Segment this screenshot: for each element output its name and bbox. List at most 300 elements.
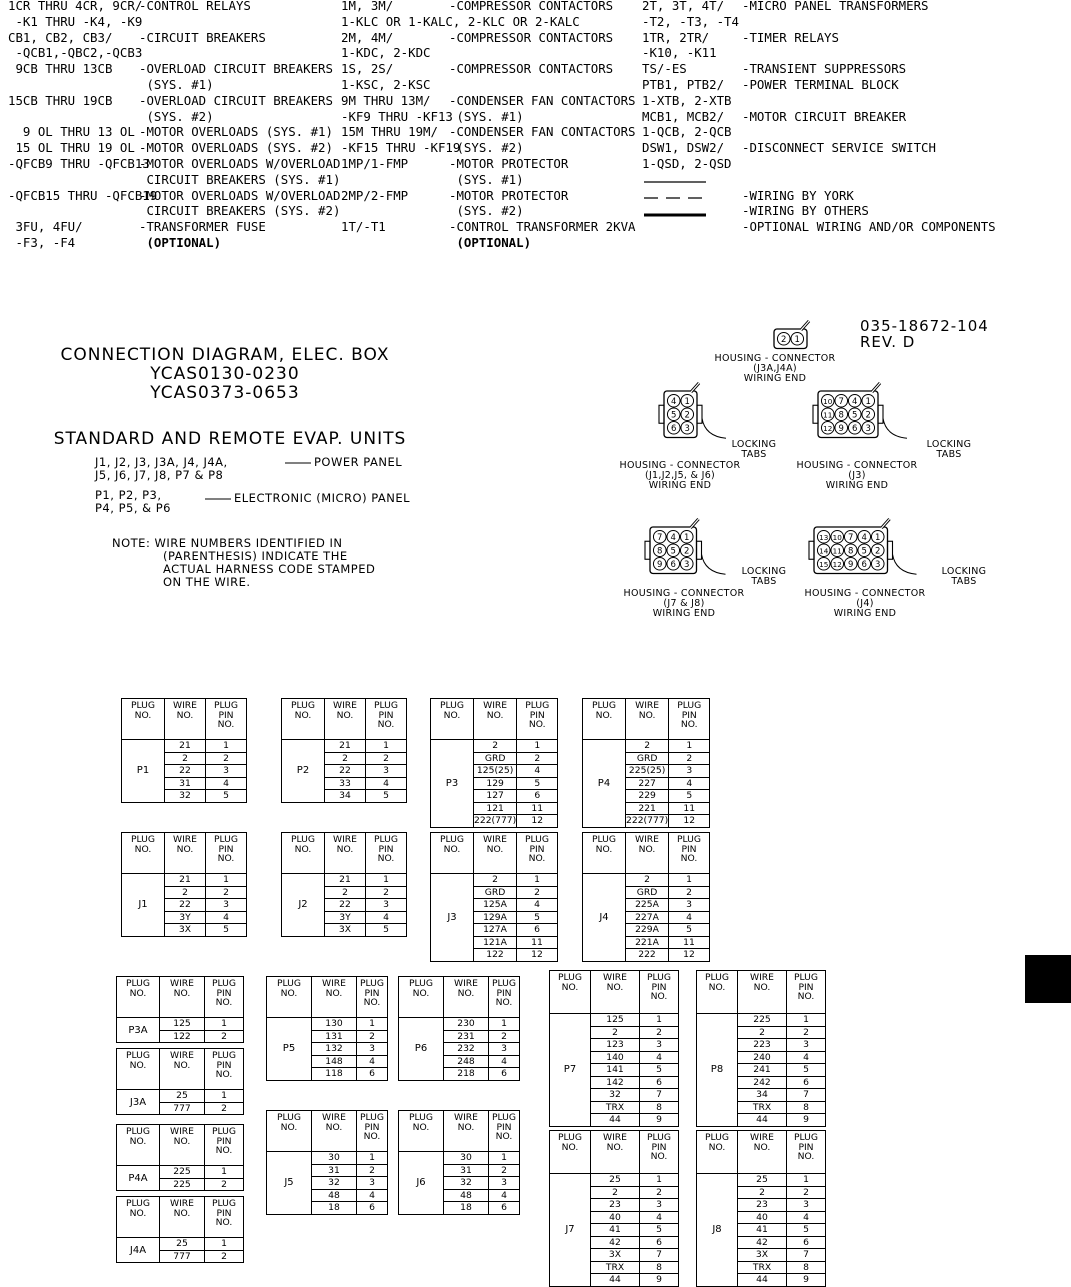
legend-designation: -F3, -F4 bbox=[8, 234, 76, 250]
wire-number: 48 bbox=[444, 1189, 489, 1202]
wire-number: 232 bbox=[444, 1043, 489, 1056]
pin-number-cell: 6 bbox=[517, 790, 558, 803]
legend-description: -OPTIONAL WIRING AND/OR COMPONENTS bbox=[742, 219, 996, 235]
pin-number-cell: 2 bbox=[489, 1164, 520, 1177]
wire-number: 225 bbox=[160, 1166, 205, 1179]
table-row bbox=[583, 740, 710, 753]
column-header-pin: PLUG PIN NO. bbox=[517, 699, 558, 740]
note-block: NOTE: WIRE NUMBERS IDENTIFIED IN (PARENTHESIS) INDICATE THE ACTUAL HARNESS CODE STAMPED ON THE WIRE. bbox=[112, 536, 376, 589]
pin-number-cell: 12 bbox=[517, 815, 558, 828]
pin-number: 5 bbox=[670, 546, 676, 557]
column-header-pin: PLUG PIN NO. bbox=[489, 977, 520, 1018]
wire-number: 41 bbox=[591, 1224, 640, 1237]
wire-number: 222 bbox=[626, 949, 669, 962]
wire-number: 44 bbox=[738, 1274, 787, 1287]
column-header-wire: WIRE NO. bbox=[626, 833, 669, 874]
legend-designation: 2MP/2-FMP bbox=[341, 187, 409, 203]
wire-number: 25 bbox=[160, 1090, 205, 1103]
pin-number: 10 bbox=[823, 396, 833, 406]
wire-number: 3X bbox=[165, 924, 206, 937]
wire-number: TRX bbox=[591, 1101, 640, 1114]
wire-number: 148 bbox=[312, 1055, 357, 1068]
wire-number: 3Y bbox=[165, 911, 206, 924]
pin-number-cell: 6 bbox=[357, 1068, 388, 1081]
wire-number: 2 bbox=[165, 752, 206, 765]
plug-table-p2 bbox=[281, 698, 407, 803]
locking-tabs-label-c15: LOCKING TABS bbox=[941, 566, 987, 587]
legend-designation: 2M, 4M/ bbox=[341, 29, 394, 45]
pin-number-cell: 6 bbox=[489, 1202, 520, 1215]
pin-number: 1 bbox=[684, 396, 690, 407]
column-header-plug: PLUG NO. bbox=[550, 971, 591, 1014]
legend-description: -CONTROL RELAYS bbox=[139, 0, 251, 13]
title-line-3: YCAS0373-0653 bbox=[150, 383, 300, 403]
page-edge-tab bbox=[1025, 955, 1071, 1003]
pin-number-cell: 11 bbox=[669, 802, 710, 815]
table-row bbox=[122, 874, 247, 887]
legend-description: -MOTOR OVERLOADS W/OVERLOAD bbox=[139, 187, 341, 203]
pin-number-cell: 7 bbox=[640, 1089, 679, 1102]
wire-number: 3Y bbox=[325, 911, 366, 924]
housing-j4 bbox=[809, 519, 917, 574]
wire-number: 141 bbox=[591, 1064, 640, 1077]
table-row bbox=[399, 1018, 520, 1031]
wire-number: 225(25) bbox=[626, 765, 669, 778]
pin-number-cell: 9 bbox=[640, 1274, 679, 1287]
wire-number: 121 bbox=[474, 802, 517, 815]
table-row bbox=[267, 1152, 388, 1165]
legend-description: -CONDENSER FAN CONTACTORS bbox=[449, 92, 636, 108]
pin-number: 4 bbox=[670, 532, 676, 543]
housing-j3a-j4a bbox=[774, 321, 809, 349]
pin-number: 1 bbox=[875, 532, 881, 543]
column-header-pin: PLUG PIN NO. bbox=[517, 833, 558, 874]
wire-number: 240 bbox=[738, 1051, 787, 1064]
legend-description: -WIRING BY YORK bbox=[742, 187, 854, 203]
pin-number-cell: 3 bbox=[366, 899, 407, 912]
housing-j7-j8 bbox=[645, 519, 726, 574]
wire-number: 221 bbox=[626, 802, 669, 815]
pin-number-cell: 11 bbox=[669, 936, 710, 949]
column-header-plug: PLUG NO. bbox=[282, 833, 325, 874]
micro-panel-label: ELECTRONIC (MICRO) PANEL bbox=[234, 491, 411, 505]
pin-number-cell: 4 bbox=[787, 1051, 826, 1064]
legend-description: -TIMER RELAYS bbox=[742, 29, 839, 45]
pin-number-cell: 2 bbox=[787, 1026, 826, 1039]
pin-number: 6 bbox=[861, 559, 867, 570]
wire-number: 140 bbox=[591, 1051, 640, 1064]
pin-number-cell: 6 bbox=[640, 1076, 679, 1089]
legend-designation: -QCB1,-QBC2,-QCB3 bbox=[8, 45, 143, 61]
pin-number: 3 bbox=[684, 423, 690, 434]
pin-number: 7 bbox=[838, 396, 844, 407]
pin-number-cell: 2 bbox=[357, 1030, 388, 1043]
wire-number: 123 bbox=[591, 1039, 640, 1052]
locking-tabs-label-c12: LOCKING TABS bbox=[926, 439, 972, 460]
legend-designation: 1TR, 2TR/ bbox=[642, 29, 710, 45]
wire-number: 223 bbox=[738, 1039, 787, 1052]
pin-number-cell: 3 bbox=[787, 1039, 826, 1052]
column-header-wire: WIRE NO. bbox=[165, 699, 206, 740]
plug-table-p3 bbox=[430, 698, 558, 828]
wire-number: 42 bbox=[591, 1236, 640, 1249]
column-header-pin: PLUG PIN NO. bbox=[357, 1111, 388, 1152]
wire-number: 21 bbox=[325, 874, 366, 887]
legend-description: (OPTIONAL) bbox=[139, 234, 222, 250]
legend-description: -MOTOR CIRCUIT BREAKER bbox=[742, 108, 907, 124]
legend-description: -MOTOR PROTECTOR bbox=[449, 155, 569, 171]
pin-number: 12 bbox=[823, 423, 833, 433]
pin-number: 4 bbox=[852, 396, 858, 407]
pin-number-cell: 2 bbox=[205, 1030, 244, 1043]
legend-description: -TRANSIENT SUPPRESSORS bbox=[742, 61, 907, 77]
wire-number: 242 bbox=[738, 1076, 787, 1089]
wire-number: 229A bbox=[626, 924, 669, 937]
legend-description: (SYS. #1) bbox=[139, 76, 214, 92]
column-header-plug: PLUG NO. bbox=[117, 1197, 160, 1238]
pin-number-cell: 4 bbox=[366, 911, 407, 924]
wire-number: 25 bbox=[738, 1174, 787, 1187]
plug-table-p7 bbox=[549, 970, 679, 1127]
legend-description: -MOTOR PROTECTOR bbox=[449, 187, 569, 203]
legend-designation: PTB1, PTB2/ bbox=[642, 76, 725, 92]
column-header-pin: PLUG PIN NO. bbox=[669, 699, 710, 740]
pin-number: 13 bbox=[819, 532, 829, 542]
pin-number-cell: 2 bbox=[205, 1250, 244, 1263]
plug-number: P4A bbox=[117, 1166, 160, 1191]
pin-number-cell: 11 bbox=[517, 936, 558, 949]
wire-number: 21 bbox=[325, 740, 366, 753]
pin-number-cell: 3 bbox=[669, 765, 710, 778]
wire-number: 229 bbox=[626, 790, 669, 803]
pin-number: 1 bbox=[865, 396, 871, 407]
pin-number-cell: 1 bbox=[517, 874, 558, 887]
table-row bbox=[583, 874, 710, 887]
wire-number: GRD bbox=[474, 752, 517, 765]
plug-number: J4 bbox=[583, 874, 626, 962]
table-row bbox=[117, 1166, 244, 1179]
legend-description: CIRCUIT BREAKERS (SYS. #2) bbox=[139, 203, 341, 219]
legend-description: (SYS. #2) bbox=[449, 140, 524, 156]
column-header-wire: WIRE NO. bbox=[738, 1131, 787, 1174]
wire-number: 225 bbox=[160, 1178, 205, 1191]
pin-number: 2 bbox=[865, 410, 871, 421]
wire-number: GRD bbox=[474, 886, 517, 899]
pin-number-cell: 3 bbox=[357, 1043, 388, 1056]
column-header-wire: WIRE NO. bbox=[312, 1111, 357, 1152]
plug-table-j8 bbox=[696, 1130, 826, 1287]
column-header-pin: PLUG PIN NO. bbox=[640, 1131, 679, 1174]
wire-number: 129 bbox=[474, 777, 517, 790]
plug-table-j3 bbox=[430, 832, 558, 962]
pin-number-cell: 2 bbox=[206, 752, 247, 765]
pin-number-cell: 1 bbox=[489, 1018, 520, 1031]
plug-table-p4 bbox=[582, 698, 710, 828]
table-row bbox=[282, 874, 407, 887]
pin-number-cell: 1 bbox=[787, 1014, 826, 1027]
pin-number: 8 bbox=[848, 546, 854, 557]
pin-number: 2 bbox=[684, 410, 690, 421]
pin-number-cell: 7 bbox=[787, 1249, 826, 1262]
plug-table-p3a bbox=[116, 976, 244, 1043]
pin-number-cell: 6 bbox=[787, 1076, 826, 1089]
wire-number: 127 bbox=[474, 790, 517, 803]
wire-number: 40 bbox=[738, 1211, 787, 1224]
wire-number: 42 bbox=[738, 1236, 787, 1249]
pin-number-cell: 5 bbox=[640, 1224, 679, 1237]
legend-description: -MOTOR OVERLOADS (SYS. #1) bbox=[139, 124, 333, 140]
pin-number-cell: 1 bbox=[205, 1166, 244, 1179]
legend-designation: 1-KSC, 2-KSC bbox=[341, 76, 431, 92]
pin-number-cell: 1 bbox=[640, 1014, 679, 1027]
document-number: 035-18672-104 REV. D bbox=[860, 317, 989, 351]
wire-number: 3X bbox=[325, 924, 366, 937]
column-header-plug: PLUG NO. bbox=[697, 971, 738, 1014]
wire-number: 2 bbox=[474, 740, 517, 753]
plug-table-j4a bbox=[116, 1196, 244, 1263]
pin-number-cell: 2 bbox=[489, 1030, 520, 1043]
pin-number-cell: 5 bbox=[517, 911, 558, 924]
column-header-plug: PLUG NO. bbox=[117, 1125, 160, 1166]
wire-number: 31 bbox=[312, 1164, 357, 1177]
wire-number: 32 bbox=[591, 1089, 640, 1102]
pin-number-cell: 4 bbox=[640, 1051, 679, 1064]
wire-number: 122 bbox=[474, 949, 517, 962]
plug-table-p5 bbox=[266, 976, 388, 1081]
plug-number: J7 bbox=[550, 1174, 591, 1287]
pin-number: 5 bbox=[671, 410, 677, 421]
pin-number-cell: 9 bbox=[787, 1274, 826, 1287]
plug-table-j3a bbox=[116, 1048, 244, 1115]
pin-number-cell: 3 bbox=[206, 765, 247, 778]
legend-description: (OPTIONAL) bbox=[449, 234, 532, 250]
plug-number: P2 bbox=[282, 740, 325, 803]
plug-table-j1 bbox=[121, 832, 247, 937]
pin-number-cell: 12 bbox=[669, 815, 710, 828]
column-header-pin: PLUG PIN NO. bbox=[205, 1197, 244, 1238]
wire-number: 32 bbox=[312, 1177, 357, 1190]
legend-designation: -QFCB15 THRU -QFCB19 bbox=[8, 187, 158, 203]
wire-number: 218 bbox=[444, 1068, 489, 1081]
legend-designation: TS/-ES bbox=[642, 61, 687, 77]
pin-number-cell: 5 bbox=[206, 924, 247, 937]
column-header-wire: WIRE NO. bbox=[325, 699, 366, 740]
pin-number: 3 bbox=[684, 559, 690, 570]
column-header-plug: PLUG NO. bbox=[399, 1111, 444, 1152]
wire-number: 121A bbox=[474, 936, 517, 949]
pin-number: 6 bbox=[671, 423, 677, 434]
legend-designation: -T2, -T3, -T4 bbox=[642, 13, 739, 29]
wire-number: 125 bbox=[160, 1018, 205, 1031]
wire-number: 41 bbox=[738, 1224, 787, 1237]
table-row bbox=[117, 1238, 244, 1251]
pin-number-cell: 8 bbox=[787, 1261, 826, 1274]
legend-designation: -K10, -K11 bbox=[642, 45, 717, 61]
wire-number: 23 bbox=[738, 1199, 787, 1212]
pin-number-cell: 8 bbox=[640, 1261, 679, 1274]
pin-number-cell: 1 bbox=[357, 1018, 388, 1031]
pin-number-cell: 12 bbox=[669, 949, 710, 962]
table-row bbox=[550, 1174, 679, 1187]
pin-number-cell: 2 bbox=[669, 886, 710, 899]
pin-number-cell: 8 bbox=[640, 1101, 679, 1114]
plug-table-j6 bbox=[398, 1110, 520, 1215]
wire-number: 32 bbox=[444, 1177, 489, 1190]
legend-description: (SYS. #2) bbox=[139, 108, 214, 124]
pin-number: 1 bbox=[794, 334, 800, 345]
legend-description: -TRANSFORMER FUSE bbox=[139, 219, 266, 235]
plug-number: J8 bbox=[697, 1174, 738, 1287]
wire-number: 125A bbox=[474, 899, 517, 912]
micro-plug-list: P1, P2, P3, P4, P5, & P6 bbox=[95, 488, 171, 515]
wire-number: 2 bbox=[626, 874, 669, 887]
wire-number: 227 bbox=[626, 777, 669, 790]
pin-number-cell: 5 bbox=[669, 790, 710, 803]
pin-number: 11 bbox=[832, 546, 842, 556]
pin-number: 10 bbox=[832, 532, 842, 542]
pin-number-cell: 11 bbox=[517, 802, 558, 815]
pin-number-cell: 3 bbox=[357, 1177, 388, 1190]
wire-number: 222(777) bbox=[474, 815, 517, 827]
legend-designation: 15CB THRU 19CB bbox=[8, 92, 113, 108]
column-header-pin: PLUG PIN NO. bbox=[205, 977, 244, 1018]
legend-description: (SYS. #1) bbox=[449, 108, 524, 124]
housing-label-j3: HOUSING - CONNECTOR (J3) WIRING END bbox=[796, 460, 918, 491]
pin-number-cell: 1 bbox=[357, 1152, 388, 1165]
wire-number: 2 bbox=[591, 1026, 640, 1039]
pin-number: 4 bbox=[861, 532, 867, 543]
pin-number-cell: 2 bbox=[205, 1178, 244, 1191]
plug-number: J3 bbox=[431, 874, 474, 962]
column-header-plug: PLUG NO. bbox=[697, 1131, 738, 1174]
column-header-wire: WIRE NO. bbox=[738, 971, 787, 1014]
revision-label: REV. D bbox=[860, 333, 916, 351]
plug-number: J4A bbox=[117, 1238, 160, 1263]
pin-number-cell: 4 bbox=[787, 1211, 826, 1224]
pin-number-cell: 2 bbox=[669, 752, 710, 765]
legend-description: -POWER TERMINAL BLOCK bbox=[742, 76, 899, 92]
pin-number: 2 bbox=[875, 546, 881, 557]
wire-number: 48 bbox=[312, 1189, 357, 1202]
plug-number: J1 bbox=[122, 874, 165, 937]
plug-table-j5 bbox=[266, 1110, 388, 1215]
legend-designation: -KF15 THRU -KF19 bbox=[341, 140, 461, 156]
legend-designation: 1S, 2S/ bbox=[341, 61, 394, 77]
wire-number: 25 bbox=[160, 1238, 205, 1251]
wire-number: 248 bbox=[444, 1055, 489, 1068]
wire-number: 230 bbox=[444, 1018, 489, 1031]
legend-designation: -QFCB9 THRU -QFCB13 bbox=[8, 155, 150, 171]
wire-number: 125 bbox=[591, 1014, 640, 1027]
pin-number-cell: 1 bbox=[205, 1090, 244, 1103]
wire-number: 241 bbox=[738, 1064, 787, 1077]
locking-tabs-label-c9: LOCKING TABS bbox=[741, 566, 787, 587]
legend-designation: 9CB THRU 13CB bbox=[8, 61, 113, 77]
pin-number-cell: 2 bbox=[206, 886, 247, 899]
pin-number-cell: 4 bbox=[669, 911, 710, 924]
table-row bbox=[431, 874, 558, 887]
pin-number: 2 bbox=[684, 546, 690, 557]
wire-number: 2 bbox=[591, 1186, 640, 1199]
pin-number-cell: 5 bbox=[206, 790, 247, 803]
legend-designation: 15M THRU 19M/ bbox=[341, 124, 438, 140]
wire-number: GRD bbox=[626, 752, 669, 765]
pin-number-cell: 1 bbox=[206, 740, 247, 753]
wire-number: 2 bbox=[626, 740, 669, 753]
pin-number-cell: 4 bbox=[517, 765, 558, 778]
pin-number-cell: 5 bbox=[669, 924, 710, 937]
pin-number: 8 bbox=[838, 410, 844, 421]
table-row bbox=[550, 1014, 679, 1027]
column-header-plug: PLUG NO. bbox=[267, 977, 312, 1018]
table-row bbox=[399, 1152, 520, 1165]
wire-number: 18 bbox=[312, 1202, 357, 1215]
pin-number-cell: 4 bbox=[357, 1055, 388, 1068]
pin-number: 6 bbox=[852, 423, 858, 434]
wire-number: 3X bbox=[738, 1249, 787, 1262]
legend-description: -COMPRESSOR CONTACTORS bbox=[449, 29, 614, 45]
wire-number: 122 bbox=[160, 1030, 205, 1043]
wire-number: 225 bbox=[738, 1014, 787, 1027]
column-header-wire: WIRE NO. bbox=[444, 1111, 489, 1152]
column-header-wire: WIRE NO. bbox=[160, 977, 205, 1018]
legend-designation: 1-XTB, 2-XTB bbox=[642, 92, 732, 108]
power-panel-label: POWER PANEL bbox=[314, 455, 403, 469]
legend-designation: -K1 THRU -K4, -K9 bbox=[8, 13, 143, 29]
wire-number: 221A bbox=[626, 936, 669, 949]
legend-description: -CONTROL TRANSFORMER 2KVA bbox=[449, 219, 636, 235]
column-header-pin: PLUG PIN NO. bbox=[787, 1131, 826, 1174]
legend-designation: 2T, 3T, 4T/ bbox=[642, 0, 725, 13]
pin-number-cell: 3 bbox=[206, 899, 247, 912]
pin-number-cell: 4 bbox=[669, 777, 710, 790]
plug-table-j4 bbox=[582, 832, 710, 962]
plug-number: P3 bbox=[431, 740, 474, 828]
column-header-wire: WIRE NO. bbox=[591, 1131, 640, 1174]
column-header-plug: PLUG NO. bbox=[431, 699, 474, 740]
legend-designation: 1-KDC, 2-KDC bbox=[341, 45, 431, 61]
table-row bbox=[282, 740, 407, 753]
wire-number: 44 bbox=[738, 1114, 787, 1127]
pin-number-cell: 5 bbox=[366, 790, 407, 803]
wire-number: TRX bbox=[738, 1101, 787, 1114]
pin-number-cell: 2 bbox=[517, 886, 558, 899]
pin-number-cell: 5 bbox=[517, 777, 558, 790]
wire-number: 30 bbox=[312, 1152, 357, 1165]
legend-description: -COMPRESSOR CONTACTORS bbox=[449, 61, 614, 77]
legend-description: -MOTOR OVERLOADS W/OVERLOAD bbox=[139, 155, 341, 171]
column-header-pin: PLUG PIN NO. bbox=[787, 971, 826, 1014]
connector-housings bbox=[0, 0, 1071, 640]
wire-number: 2 bbox=[738, 1026, 787, 1039]
legend-description: (SYS. #2) bbox=[449, 203, 524, 219]
column-header-plug: PLUG NO. bbox=[267, 1111, 312, 1152]
pin-number-cell: 2 bbox=[357, 1164, 388, 1177]
table-row bbox=[117, 1090, 244, 1103]
pin-number-cell: 2 bbox=[205, 1102, 244, 1115]
plug-number: J6 bbox=[399, 1152, 444, 1215]
wire-number: 31 bbox=[165, 777, 206, 790]
pin-number-cell: 1 bbox=[489, 1152, 520, 1165]
column-header-plug: PLUG NO. bbox=[122, 699, 165, 740]
column-header-plug: PLUG NO. bbox=[583, 833, 626, 874]
pin-number-cell: 1 bbox=[205, 1238, 244, 1251]
power-plug-list: J1, J2, J3, J3A, J4, J4A, J5, J6, J7, J8, P7 & P8 bbox=[95, 455, 228, 482]
housing-j1-j2-j5-j6 bbox=[659, 383, 726, 438]
wire-number: 129A bbox=[474, 911, 517, 924]
pin-number: 5 bbox=[852, 410, 858, 421]
wire-number: 30 bbox=[444, 1152, 489, 1165]
